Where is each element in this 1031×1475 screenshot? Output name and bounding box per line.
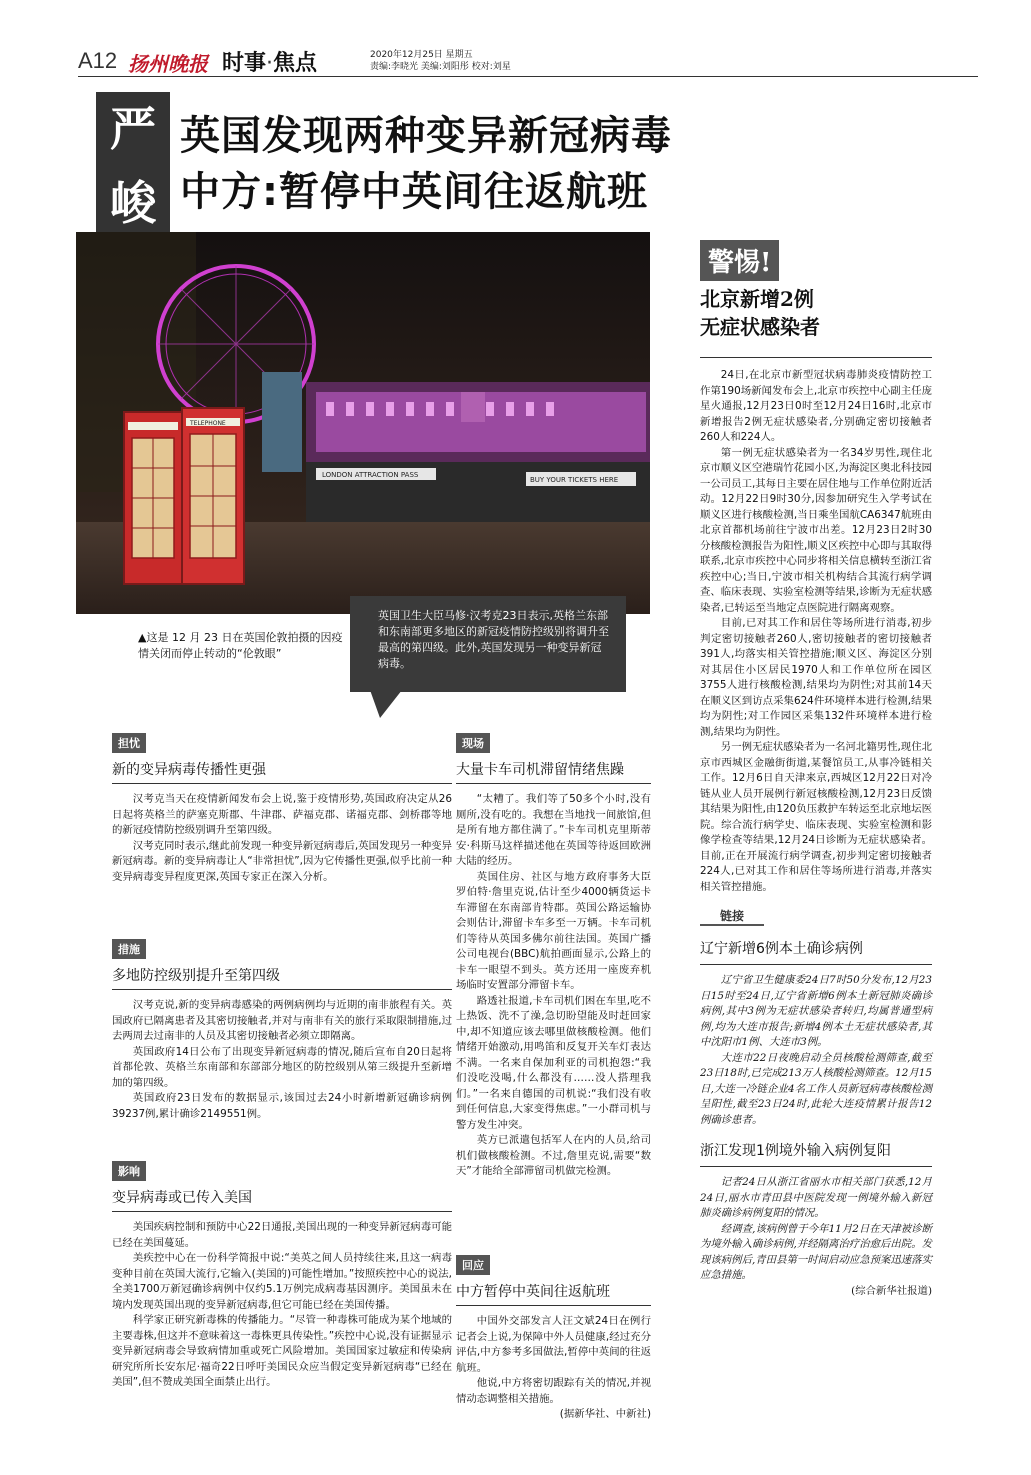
section-title: 新的变异病毒传播性更强 (112, 759, 452, 784)
section-measures (112, 938, 452, 1122)
paragraph: 辽宁省卫生健康委24日7时50分发布,12月23日15时至24日,辽宁省新增6例本土新冠肺炎确诊病例,其中3例为无症状感染者转归,均属普通型病例,均为大连市报告;新增4例本土无症状感染者,其中沈阳市1例、大连市3例。 (700, 974, 932, 1048)
section-impact (112, 1160, 452, 1391)
callout-box: 英国卫生大臣马修·汉考克23日表示,英格兰东部和东南部更多地区的新冠疫情防控级别将调升至最高的第四级。此外,英国发现另一种变异新冠病毒。 (350, 596, 626, 692)
section-title (222, 46, 317, 77)
section-main: 时事 (222, 51, 267, 76)
london-eye-photo (76, 232, 650, 614)
source-credit: (综合新华社报道) (851, 1284, 932, 1297)
paragraph: 英国住房、社区与地方政府事务大臣罗伯特·詹里克说,估计至少4000辆货运卡车滞留在东南部肯特郡。英国公路运输协会则估计,滞留卡车多至一万辆。卡车司机们等待从英国多佛尔前往法国。英国广播公司电视台(BBC)航拍画面显示,公路上的卡车一眼望不到头。英方还用一座废弃机场临时安置部分滞留卡车。 (456, 870, 651, 991)
section-title: 变异病毒或已传入美国 (112, 1187, 452, 1212)
section-body (112, 792, 452, 885)
section-tag: 担忧 (112, 733, 146, 753)
section-title: 大量卡车司机滞留情绪焦躁 (456, 759, 651, 784)
callout-tail (370, 690, 402, 718)
link-section (700, 905, 932, 926)
section-tag: 影响 (112, 1161, 146, 1181)
section-response (456, 1254, 651, 1423)
zhejiang-body (700, 1175, 932, 1299)
right-title-line-1: 北京新增2例 (700, 287, 814, 311)
photo-caption: ▲这是 12 月 23 日在英国伦敦拍摄的因疫情关闭而停止转动的“伦敦眼” (138, 631, 343, 660)
header-divider (78, 76, 978, 77)
banner-char-2: 峻 (110, 176, 156, 230)
section-body (112, 1220, 452, 1391)
section-sub: 焦点 (273, 51, 318, 76)
issue-date: 2020年12月25日 星期五 (370, 50, 473, 60)
paragraph: 汉考克说,新的变异病毒感染的两例病例均与近期的南非旅程有关。英国政府已隔离患者及其密切接触者,并对与南非有关的旅行采取限制措施,过去两周去过南非的人员及其密切接触者必须立即隔离。 (112, 999, 452, 1042)
paragraph: 美疾控中心在一份科学简报中说:“美英之间人员持续往来,且这一病毒变种目前在英国大流行,它输入(美国的)可能性增加。”按照疾控中心的说法,全美1700万新冠确诊病例中仅约5.1万例完成病毒基因测序。美国虽未在境内发现英国出现的变异新冠病毒,但它可能已经在美国传播。 (112, 1252, 452, 1311)
paragraph: 24日,在北京市新型冠状病毒肺炎疫情防控工作第190场新闻发布会上,北京市疾控中心副主任庞星火通报,12月23日0时至12月24日16时,北京市新增报告2例无症状感染者,分别确定密切接触者260人和224人。 (700, 369, 932, 443)
paragraph: 路透社报道,卡车司机们困在车里,吃不上热饭、洗不了澡,急切盼望能及时赶回家中,却不知道应该去哪里做核酸检测。他们情绪开始激动,用鸣笛和反复开关车灯表达不满。一名来自保加利亚的司机抱怨:“我们没吃没喝,什么都没有……没人搭理我们。”一名来自德国的司机说:“我们没有收到任何信息,大家变得焦虑。”一小群司机与警方发生冲突。 (456, 994, 651, 1131)
sign-attractions: LONDON ATTRACTION PASS (322, 471, 419, 479)
paragraph: 汉考克同时表示,继此前发现一种变异新冠病毒后,英国发现另一种变异新冠病毒。新的变异病毒让人“非常担忧”,因为它传播性更强,似乎比前一种变异病毒变异程度更深,英国专家正在深入分析。 (112, 839, 452, 883)
section-concern (112, 732, 452, 885)
right-column (700, 240, 932, 1299)
beijing-body (700, 368, 932, 895)
section-tag: 现场 (456, 733, 490, 753)
right-title-line-2: 无症状感染者 (700, 315, 820, 339)
paragraph: 美国疾病控制和预防中心22日通报,美国出现的一种变异新冠病毒可能已经在美国蔓延。 (112, 1221, 452, 1249)
headline-line-2: 中方:暂停中英间往返航班 (180, 169, 648, 215)
paragraph: 记者24日从浙江省丽水市相关部门获悉,12月24日,丽水市青田县中医院发现一例境外输入新冠肺炎确诊病例复阳的情况。 (700, 1176, 932, 1219)
section-dot: · (266, 51, 274, 76)
right-title (700, 285, 932, 358)
main-headline (180, 108, 672, 220)
issue-meta (370, 49, 511, 73)
sign-telephone: TELEPHONE (190, 420, 226, 427)
source-credit: (据新华社、中新社) (559, 1408, 651, 1420)
zhejiang-title: 浙江发现1例境外输入病例复阳 (700, 1140, 932, 1167)
section-title: 多地防控级别提升至第四级 (112, 965, 452, 990)
headline-line-1: 英国发现两种变异新冠病毒 (180, 113, 672, 159)
section-body (456, 1314, 651, 1423)
paragraph: 汉考克当天在疫情新闻发布会上说,鉴于疫情形势,英国政府决定从26日起将英格兰的萨塞克斯郡、牛津郡、萨福克郡、诺福克郡、剑桥郡等地的新冠疫情防控级别调升至第四级。 (112, 793, 452, 836)
sign-tours: BUY YOUR TICKETS HERE (530, 476, 619, 484)
section-title: 中方暂停中英间往返航班 (456, 1281, 651, 1306)
paragraph: 英国政府14日公布了出现变异新冠病毒的情况,随后宣布自20日起将首都伦敦、英格兰东南部和东部部分地区的防控级别从第三级提升至新增加的第四级。 (112, 1045, 452, 1089)
paragraph: 英方已派遣包括军人在内的人员,给司机们做核酸检测。不过,詹里克说,需要“数天”才能给全部滞留司机做完检测。 (456, 1134, 651, 1177)
section-tag: 措施 (112, 939, 146, 959)
paragraph: 经调查,该病例曾于今年11月2日在天津被诊断为境外输入确诊病例,并经隔离治疗治愈后出院。发现该病例后,青田县第一时间启动应急预案迅速落实应急措施。 (700, 1222, 932, 1281)
link-tag: 链接 (700, 907, 764, 926)
paper-name-logo: 扬州晚报 (128, 52, 208, 76)
liaoning-title: 辽宁新增6例本土确诊病例 (700, 938, 932, 965)
alert-heading: 警惕! (700, 240, 779, 281)
paragraph: 中国外交部发言人汪文斌24日在例行记者会上说,为保障中外人员健康,经过充分评估,中方参考多国做法,暂停中英间的往返航班。 (456, 1315, 651, 1374)
section-tag: 回应 (456, 1255, 490, 1275)
section-body (456, 792, 651, 1180)
paragraph: 科学家正研究新毒株的传播能力。“尽管一种毒株可能成为某个地域的主要毒株,但这并不意味着这一毒株更具传染性。”疾控中心说,没有证据显示变异新冠病毒会导致病情加重或死亡风险增加。美国国家过敏症和传染病研究所所长安东尼·福奇22日呼吁美国民众应当假定变异新冠病毒“已经在美国”,但不赞成美国全面禁止出行。 (112, 1314, 452, 1388)
paragraph: 他说,中方将密切跟踪有关的情况,并视情动态调整相关措施。 (456, 1377, 651, 1405)
section-body (112, 998, 452, 1122)
banner-char-1: 严 (110, 102, 156, 156)
editor-credits: 责编:李晓光 美编:刘阳彤 校对:刘星 (370, 62, 511, 72)
paragraph: “太糟了。我们等了50多个小时,没有厕所,没有吃的。我想在当地找一间旅馆,但是所有地方都住满了。”卡车司机克里斯蒂安·科斯马这样描述他在英国等待返回欧洲大陆的经历。 (456, 793, 651, 867)
photo-illustration (76, 232, 650, 614)
section-scene (456, 732, 651, 1180)
paragraph: 第一例无症状感染者为一名34岁男性,现住北京市顺义区空港瑞竹花园小区,为海淀区奥北科技园一公司员工,其每日主要在居住地与工作单位附近活动。12月22日9时30分,因参加研究生入学考试在顺义区进行核酸检测,当日乘坐国航CA6347航班由北京首都机场前往宁波市出差。12月23日2时30分核酸检测报告为阳性,顺义区疾控中心即与其取得联系,北京市疾控中心同步将相关信息横转至浙江省疾控中心;当日,宁波市相关机构结合其流行病学调查、临床表现、实验室检测等结果,诊断为无症状感染者,已转运至当地定点医院进行隔离观察。 (700, 446, 932, 614)
liaoning-body (700, 973, 932, 1128)
paragraph: 英国政府23日发布的数据显示,该国过去24小时新增新冠确诊病例39237例,累计确诊2149551例。 (112, 1092, 452, 1120)
page-number: A12 (78, 48, 118, 73)
paragraph: 另一例无症状感染者为一名河北籍男性,现住北京市西城区金融街街道,某餐馆员工,从事冷链相关工作。12月6日自天津来京,西城区12月22日对冷链从业人员开展例行新冠核酸检测,12月23日反馈其结果为阳性,由120负压救护车转运至北京地坛医院。综合流行病学史、临床表现、实验室检测和影像学检查等结果,12月24日诊断为无症状感染者。目前,正在开展流行病学调查,初步判定密切接触者224人,已对其工作和居住等场所进行消毒,并落实相关管控措施。 (700, 741, 932, 893)
paragraph: 目前,已对其工作和居住等场所进行消毒,初步判定密切接触者260人,密切接触者的密切接触者391人,均落实相关管控措施;顺义区、海淀区分别对其居住小区居民1970人和工作单位所在园区3755人进行核酸检测,结果均为阴性;对其前14天在顺义区到访点采集624件环境样本进行检测,结果均为阴性;对工作园区采集132件环境样本进行检测,结果均为阴性。 (700, 617, 932, 738)
paragraph: 大连市22日夜晚启动全员核酸检测筛查,截至23日18时,已完成213万人核酸检测筛查。12月15日,大连一冷链企业4名工作人员新冠病毒核酸检测呈阳性,截至23日24时,此轮大连疫情累计报告12例确诊患者。 (700, 1051, 932, 1126)
